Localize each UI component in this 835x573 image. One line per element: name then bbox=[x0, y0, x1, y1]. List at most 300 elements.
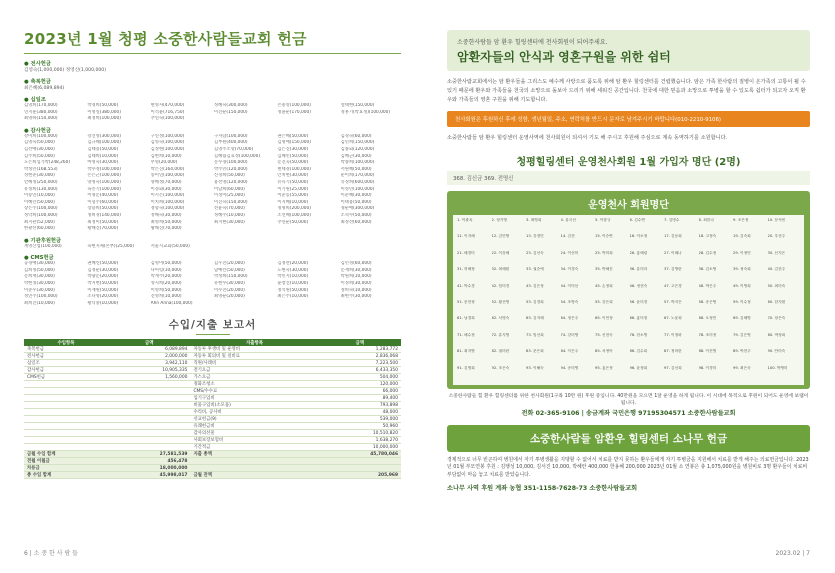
table-row bbox=[24, 472, 401, 479]
donor-entry: 김혜근(30,000) bbox=[340, 153, 372, 159]
donor-entry: 이시은(100,000) bbox=[150, 193, 185, 199]
table-cell bbox=[190, 458, 318, 465]
section-items bbox=[24, 244, 401, 251]
table-cell bbox=[24, 437, 108, 444]
angel-member-name: 78. 조미정 bbox=[698, 332, 717, 337]
angel-member-name: 70. 장은숙 bbox=[767, 316, 786, 321]
donor-entry: 김민희(150,000) bbox=[340, 140, 375, 146]
angel-member-name: 27. 이혜나 bbox=[664, 250, 682, 255]
donor-entry: 정연주(100,000) bbox=[24, 294, 58, 300]
section-items bbox=[24, 103, 401, 123]
angel-member-name: 61. 남경희 bbox=[457, 316, 475, 321]
angel-member-name: 49. 이영희 bbox=[733, 283, 751, 288]
table-cell: 45,998,017 bbox=[108, 472, 190, 479]
table-cell: 금월 수입 합계 bbox=[24, 451, 108, 458]
table-cell: 축복헌금 bbox=[24, 346, 108, 353]
angel-member-name: 13. 강경민 bbox=[526, 234, 544, 239]
donor-entry: 이진순(150,000) bbox=[213, 109, 248, 115]
donor-entry: 한광선(60,000) bbox=[24, 226, 55, 232]
angel-member-name: 28. 김수정 bbox=[698, 250, 717, 255]
angel-member-name: 8. 최한나 bbox=[698, 218, 714, 222]
table-cell: 전기요금 bbox=[190, 367, 318, 374]
donor-entry: 서울시교회(50,000) bbox=[150, 243, 190, 249]
table-cell: 10,510,820 bbox=[319, 430, 401, 437]
donor-entry: 황해진(70,000) bbox=[150, 226, 182, 232]
section-heading: ● 축복헌금 bbox=[24, 79, 51, 85]
table-cell bbox=[24, 444, 108, 451]
donor-entry: 성혜숙(300,000) bbox=[213, 103, 248, 108]
angel-member-name: 23. 김선숙 bbox=[526, 250, 544, 255]
angel-member-name: 16. 이소정 bbox=[629, 234, 648, 239]
donor-entry: 김태용(50,000) bbox=[87, 146, 119, 152]
left-footer: 6 | 소 중 한 사 람 들 bbox=[24, 550, 78, 557]
donor-entry: 김정순(30,000) bbox=[87, 267, 119, 273]
table-cell: 89,400 bbox=[319, 395, 401, 402]
donor-entry: 장용희(50,000) bbox=[87, 206, 119, 212]
donor-entry: 유정희(600,000) bbox=[340, 179, 375, 185]
table-row bbox=[24, 465, 401, 472]
donor-entry: 유득기(50,000) bbox=[277, 179, 309, 185]
donor-entry: 이형주(60,000) bbox=[87, 199, 119, 205]
donor-entry: 최지관(52,000) bbox=[24, 219, 55, 225]
angel-member-name: 82. 권미란 bbox=[491, 349, 510, 354]
table-row bbox=[24, 423, 401, 430]
angel-member-banner bbox=[447, 30, 810, 71]
table-cell bbox=[319, 465, 401, 472]
donor-entry: 권혜연(50,000) bbox=[87, 261, 119, 267]
intro-paragraph: 소중한사람교회에서는 암 환우들을 그리스도 예수께 사랑으로 품도록 위해 암 환우 힐링센터를 건립했습니다. 암은 가족 한사람의 질병이 온가족의 고통이 될 수 있기 때문에 환우와 가족들을 천국의 소망으로 돌보아 드리기 위해 세워진 공간입니다. 천국에 대한 믿음과 소망으로 투병을 할 수 있도록 쉼터가 되고자 오직 환우와 가족들의 영혼 구원을 위해 기도합니다. bbox=[447, 79, 806, 103]
donor-entry: 최영순(20,000) bbox=[213, 294, 245, 300]
table-cell: 전월 이월금 bbox=[24, 458, 108, 465]
angel-member-name: 5. 이향규 bbox=[595, 218, 611, 222]
table-cell: 66,000 bbox=[319, 388, 401, 395]
donor-entry: 안치현(30,000) bbox=[277, 173, 309, 179]
donor-entry: 김부원(400,000) bbox=[213, 140, 248, 146]
donor-entry: 정해숙(30,000) bbox=[150, 212, 182, 218]
donor-entry: 김은진(30,000) bbox=[277, 146, 309, 152]
table-cell bbox=[190, 465, 318, 472]
donor-entry: 김영숙(1,000,000) 정영신(1,000,000) bbox=[24, 68, 107, 73]
angel-names-grid bbox=[453, 215, 804, 385]
table-cell: 입기구입비 bbox=[190, 395, 318, 402]
table-cell: CMS/수수료 bbox=[190, 388, 318, 395]
table-row bbox=[24, 451, 401, 458]
angel-member-name: 7. 김명수 bbox=[664, 218, 680, 222]
donor-entry: 안혜정(250,000) bbox=[24, 179, 58, 185]
angel-member-name: 21. 배경미 bbox=[457, 250, 475, 255]
donor-entry: 양혜정(70,000) bbox=[150, 179, 182, 185]
angel-member-name: 35. 박혜진 bbox=[595, 267, 613, 272]
angel-member-name: 38. 김소영 bbox=[698, 267, 717, 272]
report-title bbox=[24, 317, 401, 335]
angel-member-name: 32. 최혜원 bbox=[491, 267, 510, 272]
angel-member-name: 36. 유미라 bbox=[629, 267, 648, 272]
right-page bbox=[417, 0, 834, 573]
table-cell: 1,283,772 bbox=[319, 346, 401, 353]
angel-list-title: 운영천사 회원명단 bbox=[588, 200, 669, 211]
donor-entry: 전윤숙(70,000) bbox=[213, 206, 245, 212]
table-cell: 120,000 bbox=[319, 381, 401, 388]
donor-entry: 이혜린(50,000) bbox=[24, 199, 55, 205]
angel-member-name: 41. 박수경 bbox=[457, 283, 475, 288]
donor-entry: 정혜주(10,000) bbox=[213, 212, 245, 218]
donor-entry: 성현준(30,000) bbox=[24, 173, 55, 179]
donor-entry: 김명애(150,000) bbox=[277, 140, 311, 146]
angel-member-name: 15. 이승연 bbox=[595, 234, 613, 239]
donor-entry: 최영하(150,000) bbox=[24, 116, 58, 122]
table-cell: 45,780,046 bbox=[319, 451, 401, 458]
table-cell: 가스요금 bbox=[190, 374, 318, 381]
angel-member-name: 72. 유지영 bbox=[491, 332, 510, 337]
angel-member-name: 97. 김선희 bbox=[664, 365, 682, 370]
donor-entry: 이영문(40,000) bbox=[87, 193, 119, 199]
table-body bbox=[24, 346, 401, 479]
table-cell: 504,000 bbox=[319, 374, 401, 381]
donor-entry: 유현수(30,000) bbox=[213, 281, 245, 287]
table-header-row bbox=[24, 339, 401, 346]
section-heading: ● 십일조 bbox=[24, 97, 46, 103]
offering-sections bbox=[24, 59, 401, 307]
donor-entry: 정순애(300,000) bbox=[340, 206, 375, 212]
donor-entry: 이수진(20,000) bbox=[213, 287, 245, 293]
angel-member-name: 81. 최지영 bbox=[457, 349, 475, 354]
angel-member-name: 95. 홍은정 bbox=[595, 365, 613, 370]
angel-member-name: 57. 박지은 bbox=[664, 299, 682, 304]
title-rule bbox=[24, 53, 401, 54]
angel-member-name: 64. 정은주 bbox=[560, 316, 579, 321]
donor-entry: 이지혜(10,000) bbox=[277, 199, 309, 205]
table-cell: 지출 총액 bbox=[190, 451, 318, 458]
donor-entry: 정향숙(100,000) bbox=[150, 206, 185, 212]
angel-member-name: 71. 배수정 bbox=[457, 332, 475, 337]
donor-entry: 추연숙(100,000) bbox=[150, 116, 185, 122]
table-cell: 205,969 bbox=[319, 472, 401, 479]
donor-entry: 손은근(100,000) bbox=[87, 173, 121, 179]
angel-member-name: 19. 김숙희 bbox=[733, 234, 751, 239]
pine-offering-title: 소중한사람들 암환우 힐링센터 소나무 헌금 bbox=[447, 425, 810, 452]
donor-entry: 도현숙(30,000) bbox=[277, 267, 309, 273]
table-cell: 793,898 bbox=[319, 402, 401, 409]
income-expense-table bbox=[24, 339, 401, 479]
table-cell bbox=[108, 395, 190, 402]
donor-entry: 박민지(10,000) bbox=[277, 274, 309, 280]
donor-entry: 김주희(50,000) bbox=[24, 153, 55, 159]
table-row bbox=[24, 367, 401, 374]
angel-member-name: 26. 홍혜령 bbox=[629, 250, 648, 255]
donor-entry: 문진욱(50,000) bbox=[277, 160, 309, 166]
donor-entry: 진영희(10,000) bbox=[150, 294, 182, 300]
table-cell: 6,433,350 bbox=[319, 367, 401, 374]
notice-bar: 천사회원은 후원하신 후에 성함, 생년월일, 주소, 연락처를 반드시 문자로 남겨주시기 바랍니다(010-2210-9106) bbox=[447, 111, 810, 127]
angel-member-name: 66. 홍미정 bbox=[629, 316, 648, 321]
donor-entry: 박계주(20,000) bbox=[150, 274, 182, 280]
section-items bbox=[24, 85, 401, 92]
donor-entry: 김영숙(100,000) bbox=[150, 140, 185, 146]
table-cell bbox=[24, 423, 108, 430]
angel-member-name: 58. 송은영 bbox=[698, 299, 717, 304]
section-heading: ● 감사헌금 bbox=[24, 127, 51, 134]
angel-member-name: 63. 김지혜 bbox=[526, 316, 544, 321]
table-cell: 감사헌금 bbox=[24, 367, 108, 374]
donor-entry: 이진숙(150,000) bbox=[213, 199, 248, 205]
donor-entry: 김정란(20,000) bbox=[277, 261, 309, 267]
donor-entry: 조연혜(100,000) bbox=[277, 212, 311, 218]
donor-entry: 장은주(100,000) bbox=[24, 206, 58, 212]
donor-entry: 공경애(30,000) bbox=[24, 261, 55, 267]
report-title-underline bbox=[196, 334, 230, 335]
donor-entry: 김영미(50,000) bbox=[150, 261, 182, 267]
table-cell bbox=[319, 458, 401, 465]
donor-entry: 이재원(50,000) bbox=[87, 287, 119, 293]
donor-entry: 정윤순(170,000) bbox=[277, 109, 311, 115]
table-cell: 10,000,000 bbox=[319, 444, 401, 451]
donor-entry: 이기원(25,000) bbox=[277, 186, 309, 192]
angel-member-name: 2. 정기영 bbox=[491, 218, 507, 222]
donor-entry: 유정희(130,000) bbox=[24, 186, 58, 192]
donor-entry: 조혁수(50,000) bbox=[340, 212, 372, 218]
angel-member-name: 54. 조영숙 bbox=[560, 299, 579, 304]
angel-member-name: 30. 신지은 bbox=[767, 250, 786, 255]
donor-entry: 황덕중(10,000) bbox=[87, 300, 119, 306]
angel-member-name: 87. 정미란 bbox=[664, 349, 682, 354]
donor-entry: 양영숙(100,000) bbox=[87, 179, 121, 185]
donor-entry: 남예린(50,000) bbox=[213, 267, 245, 273]
donor-entry: 나미령(10,000) bbox=[150, 267, 182, 273]
donor-entry: 이준혜(30,000) bbox=[340, 193, 372, 199]
table-row bbox=[24, 409, 401, 416]
angel-member-name: 18. 고정숙 bbox=[698, 234, 717, 239]
angel-member-name: 29. 이정민 bbox=[733, 250, 751, 255]
donor-entry: 이정미(25,000) bbox=[213, 193, 245, 199]
donor-entry: 육흥기(100,000) bbox=[87, 186, 121, 192]
angel-member-name: 96. 윤정희 bbox=[629, 365, 648, 370]
donor-entry: 김규해(100,000) bbox=[87, 140, 121, 146]
angel-member-name: 40. 김현주 bbox=[767, 267, 786, 272]
angel-member-name: 44. 이미선 bbox=[560, 283, 579, 288]
donor-entry: 윤창진(10,000) bbox=[277, 281, 309, 287]
donor-entry: 정희숙(10,000) bbox=[340, 287, 372, 293]
table-row bbox=[24, 395, 401, 402]
angel-member-name: 65. 이민정 bbox=[595, 316, 613, 321]
table-row bbox=[24, 402, 401, 409]
angel-member-name: 1. 이광옥 bbox=[457, 218, 473, 222]
donor-entry: 이승연(10,000) bbox=[24, 193, 55, 199]
table-cell bbox=[24, 381, 108, 388]
angel-member-name: 20. 우현주 bbox=[767, 234, 786, 239]
angel-member-name: 99. 최은숙 bbox=[733, 365, 751, 370]
donor-entry: 문희재(30,000) bbox=[24, 274, 55, 280]
donor-entry: 이태용(50,000) bbox=[340, 199, 372, 205]
table-cell: 감사의선물 bbox=[190, 430, 318, 437]
donor-entry: 김희정(50,000) bbox=[24, 267, 55, 273]
donor-entry: 강미희(100,000) bbox=[24, 133, 58, 139]
angel-member-name: 14. 김현 bbox=[560, 234, 575, 239]
table-cell: 자동투 회의비 및 실비료 bbox=[190, 353, 318, 360]
table-cell bbox=[24, 409, 108, 416]
donor-entry: 김종회(120,000) bbox=[340, 146, 375, 152]
table-cell: 48,000 bbox=[319, 409, 401, 416]
donor-entry: 최은혜(6,089,894) bbox=[24, 86, 65, 91]
donor-entry: 박정민(168,553) bbox=[24, 166, 58, 172]
donor-entry: 추연순(50,000) bbox=[277, 219, 309, 225]
donor-entry: 이영실(380,000) bbox=[87, 109, 121, 115]
new-members-title: 청평힐링센터 운영천사회원 1월 가입자 명단 (2명) bbox=[516, 157, 741, 168]
table-cell bbox=[108, 423, 190, 430]
angel-member-name: 56. 윤미경 bbox=[629, 299, 648, 304]
angel-member-name: 91. 김명희 bbox=[457, 365, 475, 370]
donor-entry: 김정현(100,000) bbox=[150, 146, 185, 152]
banner-subtitle: 소중한사람들 암 환우 힐링센터에 천사회원이 되어주세요. bbox=[457, 39, 608, 46]
angel-member-name: 94. 송미영 bbox=[560, 365, 579, 370]
contact-account: 전화 02-365-9106 | 송금계좌 국민은행 97195304571 소중한사람들교회 bbox=[521, 410, 736, 417]
table-cell: 456,478 bbox=[108, 458, 190, 465]
angel-member-name: 50. 최미숙 bbox=[767, 283, 786, 288]
donor-entry: 정홍기(박효정)(100,000) bbox=[340, 109, 391, 115]
donor-entry: 최정희(100,000) bbox=[87, 116, 121, 122]
angel-member-name: 90. 안미숙 bbox=[767, 349, 786, 354]
angel-member-name: 73. 임선희 bbox=[526, 332, 544, 337]
donor-entry: 연지훈(380,000) bbox=[24, 109, 58, 115]
donor-entry: 문수경(100,000) bbox=[213, 160, 248, 166]
table-cell bbox=[108, 430, 190, 437]
angel-member-name: 60. 한지원 bbox=[767, 299, 786, 304]
angel-member-name: 22. 이강혜 bbox=[491, 250, 510, 255]
table-row bbox=[24, 430, 401, 437]
donor-entry: 이준동(55,000) bbox=[277, 193, 309, 199]
donor-entry: 이성민(100,000) bbox=[340, 186, 375, 192]
right-footer: 2023.02 | 7 bbox=[775, 550, 810, 557]
angel-member-name: 59. 이수정 bbox=[733, 299, 751, 304]
table-cell: 1,638,270 bbox=[319, 437, 401, 444]
donor-entry: Ahn Anna(100,000) bbox=[150, 300, 193, 306]
table-cell: 유쾌헌금비 bbox=[190, 423, 318, 430]
angel-member-name: 3. 최영희 bbox=[526, 218, 542, 222]
angel-member-name: 4. 유국선 bbox=[560, 218, 576, 222]
donor-entry: 정석원(50,000) bbox=[277, 287, 309, 293]
donor-entry: 이경화(30,000) bbox=[150, 186, 182, 192]
donor-entry: 설태현(150,000) bbox=[340, 103, 375, 108]
table-cell: 50,960 bbox=[319, 423, 401, 430]
donor-entry: 김혜민(50,000) bbox=[277, 153, 309, 159]
table-cell: 전사헌금 bbox=[24, 353, 108, 360]
angel-member-name: 93. 이해숙 bbox=[526, 365, 544, 370]
donor-entry: 박광문(20,000) bbox=[87, 274, 119, 280]
table-cell: 6,089,894 bbox=[108, 346, 190, 353]
donor-entry: 박주민(120,000) bbox=[213, 166, 248, 172]
angel-member-name: 74. 강미영 bbox=[560, 332, 579, 337]
angel-member-name: 45. 손정희 bbox=[595, 283, 613, 288]
donor-entry: 박수정(100,000) bbox=[87, 166, 121, 172]
angel-member-name: 68. 오정민 bbox=[698, 316, 717, 321]
table-cell bbox=[24, 388, 108, 395]
donor-entry: 이준우(30,000) bbox=[24, 287, 55, 293]
donor-entry: 김태희(10,000) bbox=[87, 153, 119, 159]
table-cell: 정화조청소 bbox=[190, 381, 318, 388]
request-paragraph: 소중한사람들 암 환우 힐링센터 운영사역에 천사회원이 되셔서 기도 해 주시고 후원해 주심으로 계속 동역하기를 소원합니다. bbox=[447, 135, 728, 141]
donor-entry: 신경희(50,000) bbox=[213, 173, 245, 179]
angel-member-name: 17. 김동희 bbox=[664, 234, 682, 239]
angel-member-name: 84. 이은주 bbox=[560, 349, 579, 354]
angel-member-list-box bbox=[447, 191, 810, 389]
table-cell: 비품구입비(소모품) bbox=[190, 402, 318, 409]
donor-entry: 순이희(170,000) bbox=[340, 173, 375, 179]
angel-member-name: 88. 이진영 bbox=[698, 349, 717, 354]
donor-entry: 이남희(60,000) bbox=[213, 186, 245, 192]
angel-member-name: 80. 박정희 bbox=[767, 332, 786, 337]
table-cell: 십일조 bbox=[24, 360, 108, 367]
table-cell: 수리비, 공사비 bbox=[190, 409, 318, 416]
donor-entry: 권은혜(50,000) bbox=[277, 133, 309, 139]
table-cell: 18,000,000 bbox=[108, 465, 190, 472]
angel-member-name: 42. 임미경 bbox=[491, 283, 510, 288]
angel-member-name: 69. 김혜영 bbox=[733, 316, 751, 321]
table-row bbox=[24, 388, 401, 395]
donor-entry: 육현지체(본부)(25,000) bbox=[87, 243, 134, 249]
donor-entry: 정희경(140,000) bbox=[87, 212, 121, 218]
angel-member-name: 39. 정숙희 bbox=[733, 267, 751, 272]
table-cell bbox=[108, 381, 190, 388]
angel-member-name: 79. 김은영 bbox=[733, 332, 751, 337]
donor-entry: 황해진(70,000) bbox=[87, 226, 119, 232]
donor-entry: 김경숙(60,000) bbox=[340, 133, 372, 139]
angel-member-name: 43. 김은정 bbox=[526, 283, 544, 288]
angel-member-name: 75. 신현숙 bbox=[595, 332, 613, 337]
angel-member-name: 34. 이경숙 bbox=[560, 267, 579, 272]
page-title: 2023년 1월 청평 소중한사람들교회 헌금 bbox=[24, 30, 307, 48]
donor-entry: 무명(20,000) bbox=[150, 160, 178, 166]
donor-entry: 최지현(30,000) bbox=[213, 219, 245, 225]
angel-member-name: 55. 강은희 bbox=[595, 299, 613, 304]
donor-entry: 조나영(20,000) bbox=[87, 294, 119, 300]
angel-member-name: 98. 이경미 bbox=[698, 365, 717, 370]
angel-member-name: 62. 서명숙 bbox=[491, 316, 510, 321]
donor-entry: 김우진(20,000) bbox=[213, 261, 245, 267]
table-cell bbox=[108, 437, 190, 444]
donor-entry: 박현정(30,000) bbox=[24, 281, 55, 287]
left-page bbox=[0, 0, 417, 573]
table-cell bbox=[108, 409, 190, 416]
donor-entry: 변영자(470,000) bbox=[150, 103, 185, 108]
donor-entry: 변태경(100,000) bbox=[277, 166, 311, 172]
donor-entry: 문재희(30,000) bbox=[340, 267, 372, 273]
table-cell: 기간적금 bbox=[190, 444, 318, 451]
angel-member-name: 9. 조은정 bbox=[733, 218, 749, 222]
table-cell bbox=[24, 416, 108, 423]
pine-offering-paragraph: 경제적으로 너무 빈곤하여 병원에서 자기 투병생활을 지탱할 수 없어서 치료를 받지 못하는 환우들에게 자기 투병금을 지원해서 치료를 받게 해주는 의료헌금입니다. 2023년 01월 부모연봉 후원 : 김행성 10,000, 김서진 10,000, 박혜란 400,000 한용혜 200,000 2023년 01월 소 연봉은 총 1,075,000원을 병원비로 3명 환우들이 치료비 부담없이 마음 놓고 치료를 받았습니다. bbox=[447, 457, 809, 478]
donor-entry: 박원희(10,000) bbox=[340, 274, 372, 280]
angel-member-name: 47. 고은경 bbox=[664, 283, 682, 288]
angel-member-name: 10. 문석빈 bbox=[767, 218, 786, 222]
donor-entry: 용선영(120,000) bbox=[213, 179, 248, 185]
table-row bbox=[24, 374, 401, 381]
donor-entry: 김민경(60,000) bbox=[340, 261, 372, 267]
table-cell: 사회보장보험비 bbox=[190, 437, 318, 444]
angel-member-name: 86. 김수희 bbox=[629, 349, 648, 354]
angel-member-name: 48. 박은주 bbox=[698, 283, 717, 288]
donor-entry: 계영산업(100,000) bbox=[24, 243, 62, 249]
table-row bbox=[24, 416, 401, 423]
banner-title: 암환자들의 안식과 영혼구원을 위한 쉼터 bbox=[457, 50, 671, 64]
angel-member-name: 77. 이정화 bbox=[664, 332, 682, 337]
column-header: 지출항목 bbox=[190, 339, 318, 346]
donor-entry: 김영희(170,000) bbox=[24, 103, 58, 108]
donor-entry: 구연정(100,000) bbox=[150, 133, 185, 139]
section-heading: ● CMS헌금 bbox=[24, 255, 54, 262]
donor-entry: 노은희심가박(248,260) bbox=[24, 160, 71, 166]
table-row bbox=[24, 360, 401, 367]
table-cell: 2,000,000 bbox=[108, 353, 190, 360]
angel-member-name: 24. 이선미 bbox=[560, 250, 579, 255]
